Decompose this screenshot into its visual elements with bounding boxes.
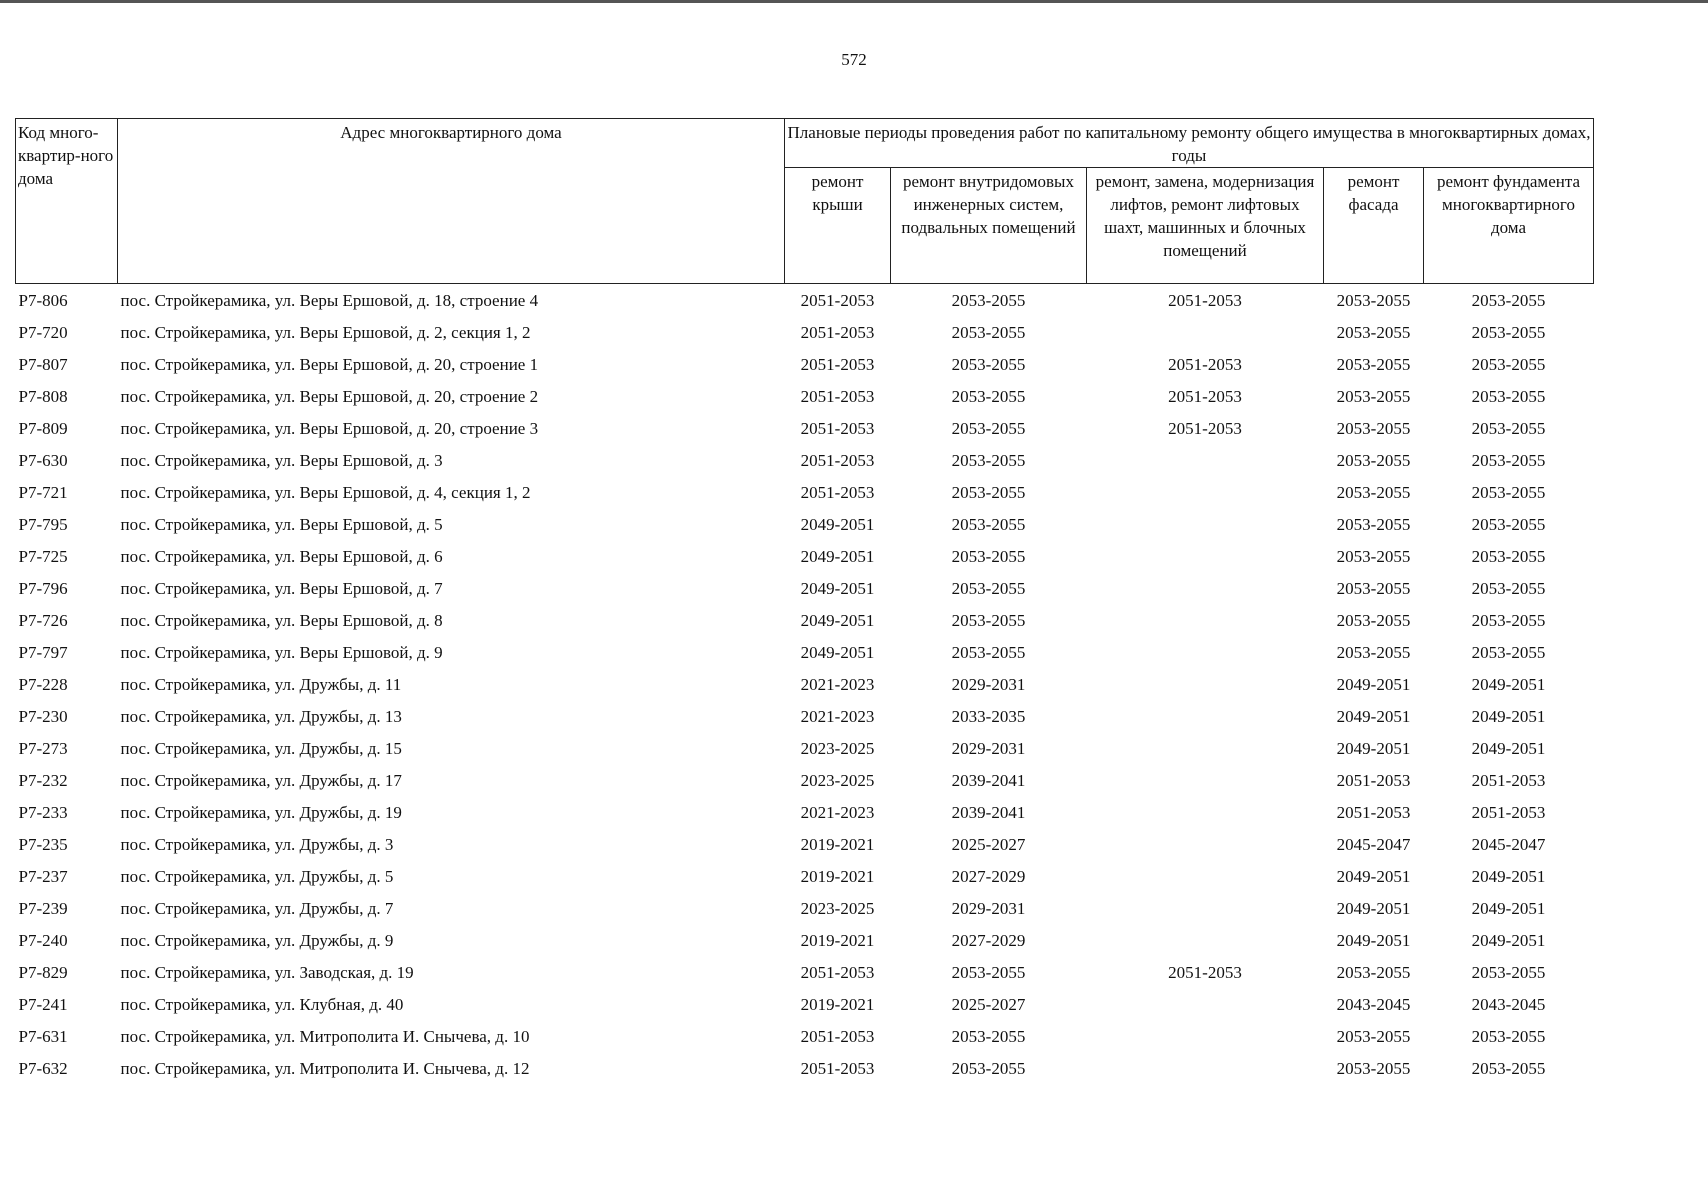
cell-roof: 2051-2053	[800, 419, 875, 438]
cell-systems: 2027-2029	[951, 867, 1026, 886]
cell-elevators	[1087, 829, 1324, 861]
cell-elevators	[1087, 541, 1324, 573]
cell-foundation: 2053-2055	[1471, 355, 1546, 374]
table-row	[16, 413, 1594, 445]
cell-foundation: 2053-2055	[1471, 291, 1546, 310]
cell-systems: 2053-2055	[951, 547, 1026, 566]
top-border-line	[0, 0, 1708, 3]
cell-code: Р7-725	[18, 547, 68, 566]
cell-systems: 2027-2029	[951, 931, 1026, 950]
cell-code: Р7-809	[18, 419, 68, 438]
cell-code: Р7-829	[18, 963, 68, 982]
cell-address: пос. Стройкерамика, ул. Веры Ершовой, д. 7	[120, 579, 443, 598]
cell-elevators: 2051-2053	[1168, 291, 1242, 310]
header-elevators: ремонт, замена, модернизация лифтов, ремонт лифтовых шахт, машинных и блочных помещений	[1087, 168, 1324, 284]
cell-foundation: 2053-2055	[1471, 451, 1546, 470]
table-row	[16, 701, 1594, 733]
cell-foundation: 2049-2051	[1471, 899, 1546, 918]
cell-facade: 2049-2051	[1336, 707, 1411, 726]
header-facade: ремонт фасада	[1324, 168, 1424, 284]
cell-foundation: 2053-2055	[1471, 579, 1546, 598]
table-row	[16, 893, 1594, 925]
cell-code: Р7-631	[18, 1027, 68, 1046]
cell-facade: 2053-2055	[1336, 547, 1411, 566]
cell-foundation: 2051-2053	[1471, 771, 1546, 790]
header-address: Адрес многоквартирного дома	[118, 119, 785, 284]
cell-address: пос. Стройкерамика, ул. Веры Ершовой, д. 8	[120, 611, 443, 630]
cell-foundation: 2053-2055	[1471, 323, 1546, 342]
cell-foundation: 2053-2055	[1471, 611, 1546, 630]
cell-elevators: 2051-2053	[1168, 419, 1242, 438]
cell-facade: 2053-2055	[1336, 355, 1411, 374]
cell-elevators	[1087, 989, 1324, 1021]
cell-roof: 2019-2021	[800, 867, 875, 886]
cell-roof: 2051-2053	[800, 963, 875, 982]
cell-roof: 2021-2023	[800, 675, 875, 694]
cell-elevators	[1087, 605, 1324, 637]
cell-systems: 2033-2035	[951, 707, 1026, 726]
cell-foundation: 2049-2051	[1471, 931, 1546, 950]
cell-foundation: 2049-2051	[1471, 707, 1546, 726]
table-row	[16, 733, 1594, 765]
cell-code: Р7-228	[18, 675, 68, 694]
cell-foundation: 2053-2055	[1471, 547, 1546, 566]
cell-code: Р7-720	[18, 323, 68, 342]
cell-elevators	[1087, 797, 1324, 829]
cell-roof: 2023-2025	[800, 899, 875, 918]
cell-foundation: 2053-2055	[1471, 1059, 1546, 1078]
cell-code: Р7-632	[18, 1059, 68, 1078]
table-row	[16, 765, 1594, 797]
cell-facade: 2049-2051	[1336, 899, 1411, 918]
cell-elevators	[1087, 925, 1324, 957]
cell-code: Р7-630	[18, 451, 68, 470]
cell-facade: 2053-2055	[1336, 1027, 1411, 1046]
cell-facade: 2049-2051	[1336, 675, 1411, 694]
header-systems: ремонт внутридомовых инженерных систем, подвальных помещений	[891, 168, 1087, 284]
cell-elevators	[1087, 573, 1324, 605]
cell-elevators	[1087, 317, 1324, 349]
cell-facade: 2053-2055	[1336, 515, 1411, 534]
cell-roof: 2019-2021	[800, 995, 875, 1014]
cell-elevators	[1087, 893, 1324, 925]
cell-address: пос. Стройкерамика, ул. Дружбы, д. 5	[120, 867, 394, 886]
cell-facade: 2053-2055	[1336, 483, 1411, 502]
cell-foundation: 2053-2055	[1471, 515, 1546, 534]
table-row	[16, 317, 1594, 349]
table-row	[16, 445, 1594, 477]
cell-address: пос. Стройкерамика, ул. Дружбы, д. 9	[120, 931, 394, 950]
cell-code: Р7-239	[18, 899, 68, 918]
cell-facade: 2049-2051	[1336, 867, 1411, 886]
cell-roof: 2051-2053	[800, 291, 875, 310]
cell-address: пос. Стройкерамика, ул. Веры Ершовой, д. 18, строение 4	[120, 291, 539, 310]
cell-systems: 2053-2055	[951, 323, 1026, 342]
cell-foundation: 2053-2055	[1471, 419, 1546, 438]
cell-code: Р7-233	[18, 803, 68, 822]
cell-systems: 2053-2055	[951, 611, 1026, 630]
cell-systems: 2053-2055	[951, 963, 1026, 982]
cell-address: пос. Стройкерамика, ул. Дружбы, д. 15	[120, 739, 402, 758]
table-row	[16, 509, 1594, 541]
cell-roof: 2049-2051	[800, 643, 875, 662]
cell-address: пос. Стройкерамика, ул. Веры Ершовой, д. 5	[120, 515, 443, 534]
header-roof: ремонт крыши	[785, 168, 891, 284]
cell-systems: 2025-2027	[951, 835, 1026, 854]
cell-roof: 2049-2051	[800, 515, 875, 534]
cell-systems: 2029-2031	[951, 739, 1026, 758]
table-body	[16, 284, 1594, 1086]
table-row	[16, 541, 1594, 573]
cell-roof: 2019-2021	[800, 931, 875, 950]
cell-facade: 2053-2055	[1336, 387, 1411, 406]
cell-address: пос. Стройкерамика, ул. Митрополита И. Снычева, д. 10	[120, 1027, 530, 1046]
page-number: 572	[841, 50, 867, 69]
cell-code: Р7-240	[18, 931, 68, 950]
cell-roof: 2021-2023	[800, 803, 875, 822]
cell-facade: 2051-2053	[1336, 771, 1411, 790]
cell-facade: 2053-2055	[1336, 451, 1411, 470]
cell-code: Р7-230	[18, 707, 68, 726]
cell-foundation: 2049-2051	[1471, 675, 1546, 694]
cell-facade: 2049-2051	[1336, 931, 1411, 950]
cell-foundation: 2053-2055	[1471, 643, 1546, 662]
cell-roof: 2049-2051	[800, 579, 875, 598]
table-row	[16, 573, 1594, 605]
cell-code: Р7-726	[18, 611, 68, 630]
cell-facade: 2053-2055	[1336, 291, 1411, 310]
capital-repair-table	[15, 118, 1594, 1085]
cell-systems: 2053-2055	[951, 1027, 1026, 1046]
cell-code: Р7-232	[18, 771, 68, 790]
cell-facade: 2053-2055	[1336, 1059, 1411, 1078]
table-row	[16, 637, 1594, 669]
cell-systems: 2053-2055	[951, 291, 1026, 310]
cell-foundation: 2043-2045	[1471, 995, 1546, 1014]
table-row	[16, 381, 1594, 413]
cell-address: пос. Стройкерамика, ул. Дружбы, д. 7	[120, 899, 394, 918]
table-row	[16, 925, 1594, 957]
cell-address: пос. Стройкерамика, ул. Веры Ершовой, д. 6	[120, 547, 443, 566]
cell-roof: 2051-2053	[800, 355, 875, 374]
cell-systems: 2025-2027	[951, 995, 1026, 1014]
table-row	[16, 989, 1594, 1021]
cell-facade: 2053-2055	[1336, 323, 1411, 342]
cell-code: Р7-807	[18, 355, 68, 374]
cell-address: пос. Стройкерамика, ул. Заводская, д. 19	[120, 963, 414, 982]
cell-code: Р7-795	[18, 515, 68, 534]
cell-systems: 2053-2055	[951, 419, 1026, 438]
cell-address: пос. Стройкерамика, ул. Веры Ершовой, д. 9	[120, 643, 443, 662]
cell-roof: 2051-2053	[800, 387, 875, 406]
cell-address: пос. Стройкерамика, ул. Митрополита И. Снычева, д. 12	[120, 1059, 530, 1078]
cell-elevators	[1087, 637, 1324, 669]
cell-code: Р7-237	[18, 867, 68, 886]
cell-systems: 2053-2055	[951, 451, 1026, 470]
cell-foundation: 2051-2053	[1471, 803, 1546, 822]
table-row	[16, 797, 1594, 829]
cell-systems: 2053-2055	[951, 483, 1026, 502]
table-row	[16, 349, 1594, 381]
cell-code: Р7-721	[18, 483, 68, 502]
cell-elevators	[1087, 477, 1324, 509]
cell-elevators	[1087, 701, 1324, 733]
cell-elevators	[1087, 1053, 1324, 1085]
cell-facade: 2053-2055	[1336, 611, 1411, 630]
cell-systems: 2053-2055	[951, 355, 1026, 374]
table-row	[16, 284, 1594, 318]
cell-elevators	[1087, 669, 1324, 701]
cell-code: Р7-796	[18, 579, 68, 598]
cell-roof: 2049-2051	[800, 547, 875, 566]
cell-systems: 2053-2055	[951, 643, 1026, 662]
cell-foundation: 2049-2051	[1471, 867, 1546, 886]
cell-foundation: 2053-2055	[1471, 483, 1546, 502]
cell-roof: 2051-2053	[800, 451, 875, 470]
table-row	[16, 605, 1594, 637]
cell-systems: 2053-2055	[951, 515, 1026, 534]
cell-address: пос. Стройкерамика, ул. Веры Ершовой, д. 2, секция 1, 2	[120, 323, 531, 342]
cell-elevators: 2051-2053	[1168, 355, 1242, 374]
table-row	[16, 1021, 1594, 1053]
cell-foundation: 2053-2055	[1471, 1027, 1546, 1046]
cell-address: пос. Стройкерамика, ул. Дружбы, д. 19	[120, 803, 402, 822]
cell-roof: 2019-2021	[800, 835, 875, 854]
cell-address: пос. Стройкерамика, ул. Веры Ершовой, д. 20, строение 1	[120, 355, 539, 374]
cell-elevators: 2051-2053	[1168, 963, 1242, 982]
cell-elevators	[1087, 509, 1324, 541]
cell-foundation: 2049-2051	[1471, 739, 1546, 758]
cell-facade: 2053-2055	[1336, 963, 1411, 982]
cell-systems: 2053-2055	[951, 579, 1026, 598]
cell-systems: 2053-2055	[951, 387, 1026, 406]
cell-systems: 2029-2031	[951, 899, 1026, 918]
cell-facade: 2053-2055	[1336, 419, 1411, 438]
cell-facade: 2043-2045	[1336, 995, 1411, 1014]
cell-elevators	[1087, 765, 1324, 797]
cell-roof: 2051-2053	[800, 483, 875, 502]
cell-code: Р7-235	[18, 835, 68, 854]
cell-address: пос. Стройкерамика, ул. Веры Ершовой, д. 20, строение 3	[120, 419, 539, 438]
cell-code: Р7-797	[18, 643, 68, 662]
cell-roof: 2051-2053	[800, 1059, 875, 1078]
cell-address: пос. Стройкерамика, ул. Веры Ершовой, д. 3	[120, 451, 443, 470]
cell-elevators	[1087, 445, 1324, 477]
cell-roof: 2049-2051	[800, 611, 875, 630]
table-row	[16, 669, 1594, 701]
cell-code: Р7-273	[18, 739, 68, 758]
cell-address: пос. Стройкерамика, ул. Дружбы, д. 17	[120, 771, 402, 790]
cell-roof: 2021-2023	[800, 707, 875, 726]
cell-elevators	[1087, 1021, 1324, 1053]
cell-systems: 2029-2031	[951, 675, 1026, 694]
cell-code: Р7-808	[18, 387, 68, 406]
header-code: Код много-квартир-ного дома	[16, 119, 118, 284]
cell-facade: 2049-2051	[1336, 739, 1411, 758]
cell-roof: 2023-2025	[800, 739, 875, 758]
table-row	[16, 1053, 1594, 1085]
cell-systems: 2053-2055	[951, 1059, 1026, 1078]
cell-code: Р7-806	[18, 291, 68, 310]
cell-roof: 2051-2053	[800, 323, 875, 342]
cell-elevators: 2051-2053	[1168, 387, 1242, 406]
cell-facade: 2053-2055	[1336, 643, 1411, 662]
cell-facade: 2045-2047	[1336, 835, 1411, 854]
cell-address: пос. Стройкерамика, ул. Дружбы, д. 3	[120, 835, 394, 854]
cell-address: пос. Стройкерамика, ул. Дружбы, д. 13	[120, 707, 402, 726]
cell-facade: 2051-2053	[1336, 803, 1411, 822]
header-foundation: ремонт фундамента многоквартирного дома	[1424, 168, 1594, 284]
cell-address: пос. Стройкерамика, ул. Веры Ершовой, д. 20, строение 2	[120, 387, 539, 406]
cell-systems: 2039-2041	[951, 771, 1026, 790]
table-row	[16, 957, 1594, 989]
cell-address: пос. Стройкерамика, ул. Клубная, д. 40	[120, 995, 404, 1014]
cell-address: пос. Стройкерамика, ул. Веры Ершовой, д. 4, секция 1, 2	[120, 483, 531, 502]
header-planned-periods: Плановые периоды проведения работ по капитальному ремонту общего имущества в многоквартирных домах, годы	[785, 119, 1594, 168]
cell-roof: 2023-2025	[800, 771, 875, 790]
cell-elevators	[1087, 861, 1324, 893]
cell-elevators	[1087, 733, 1324, 765]
cell-facade: 2053-2055	[1336, 579, 1411, 598]
cell-foundation: 2053-2055	[1471, 387, 1546, 406]
table-row	[16, 829, 1594, 861]
cell-foundation: 2045-2047	[1471, 835, 1546, 854]
cell-systems: 2039-2041	[951, 803, 1026, 822]
cell-code: Р7-241	[18, 995, 68, 1014]
table-row	[16, 477, 1594, 509]
table-header	[16, 119, 1594, 284]
cell-foundation: 2053-2055	[1471, 963, 1546, 982]
table-row	[16, 861, 1594, 893]
cell-address: пос. Стройкерамика, ул. Дружбы, д. 11	[120, 675, 402, 694]
cell-roof: 2051-2053	[800, 1027, 875, 1046]
